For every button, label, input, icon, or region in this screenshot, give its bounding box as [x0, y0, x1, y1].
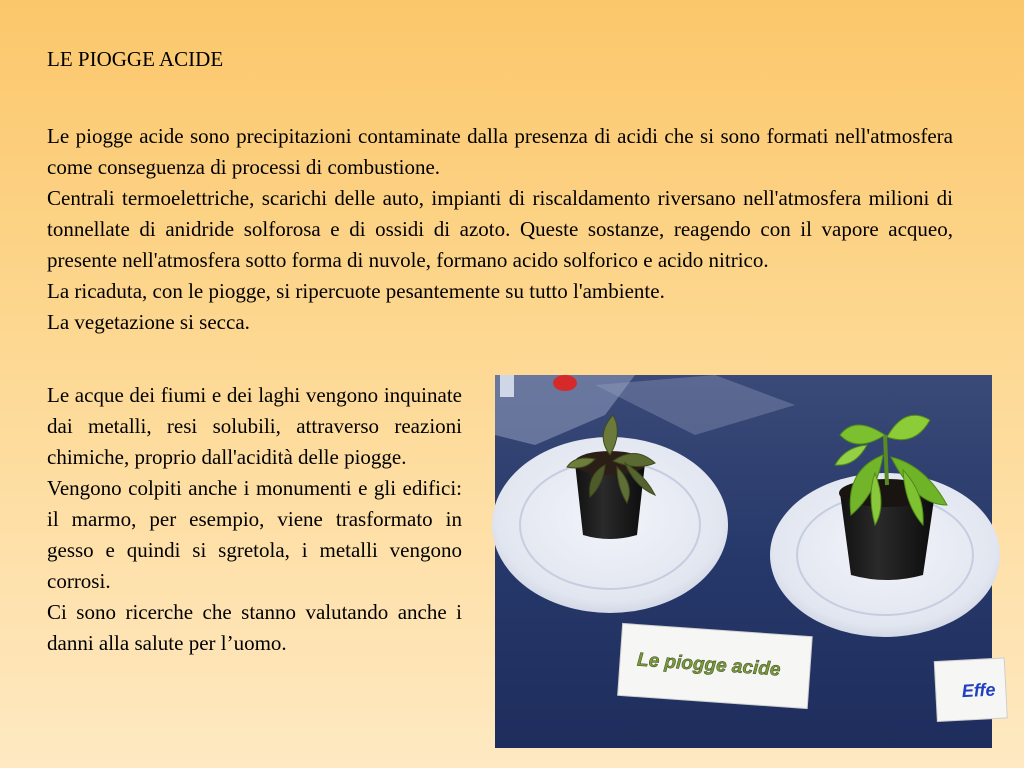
bottle	[500, 375, 514, 397]
intro-paragraph: Centrali termoelettriche, scarichi delle auto, impianti di riscaldamento riversano nell'atmosfera milioni di tonnellate di anidride solforosa e di ossidi di azoto. Queste sostanze, reagendo con il vapore acqueo, presente nell'atmosfera sotto forma di nuvole, formano acido solforico e acido nitrico.	[47, 186, 953, 272]
intro-text	[47, 121, 953, 338]
side-paragraph: Ci sono ricerche che stanno valutando anche i danni alla salute per l’uomo.	[47, 600, 462, 655]
label-card-text: Le piogge acide	[636, 649, 782, 681]
intro-paragraph: La vegetazione si secca.	[47, 310, 250, 334]
side-text	[47, 380, 462, 659]
side-paragraph: Le acque dei fiumi e dei laghi vengono inquinate dai metalli, resi solubili, attraverso reazioni chimiche, proprio dall'acidità delle piogge.	[47, 383, 462, 469]
plants-photo	[495, 375, 997, 748]
second-card	[934, 658, 1007, 722]
slide-title: LE PIOGGE ACIDE	[47, 47, 224, 71]
second-card-text: Effe	[961, 679, 997, 702]
bottle-cap	[553, 375, 577, 391]
intro-paragraph: La ricaduta, con le piogge, si ripercuote pesantemente su tutto l'ambiente.	[47, 279, 665, 303]
label-card	[618, 623, 813, 708]
intro-paragraph: Le piogge acide sono precipitazioni contaminate dalla presenza di acidi che si sono formati nell'atmosfera come conseguenza di processi di combustione.	[47, 124, 953, 179]
side-paragraph: Vengono colpiti anche i monumenti e gli edifici: il marmo, per esempio, viene trasformato in gesso e quindi si sgretola, i metalli vengono corrosi.	[47, 476, 462, 593]
